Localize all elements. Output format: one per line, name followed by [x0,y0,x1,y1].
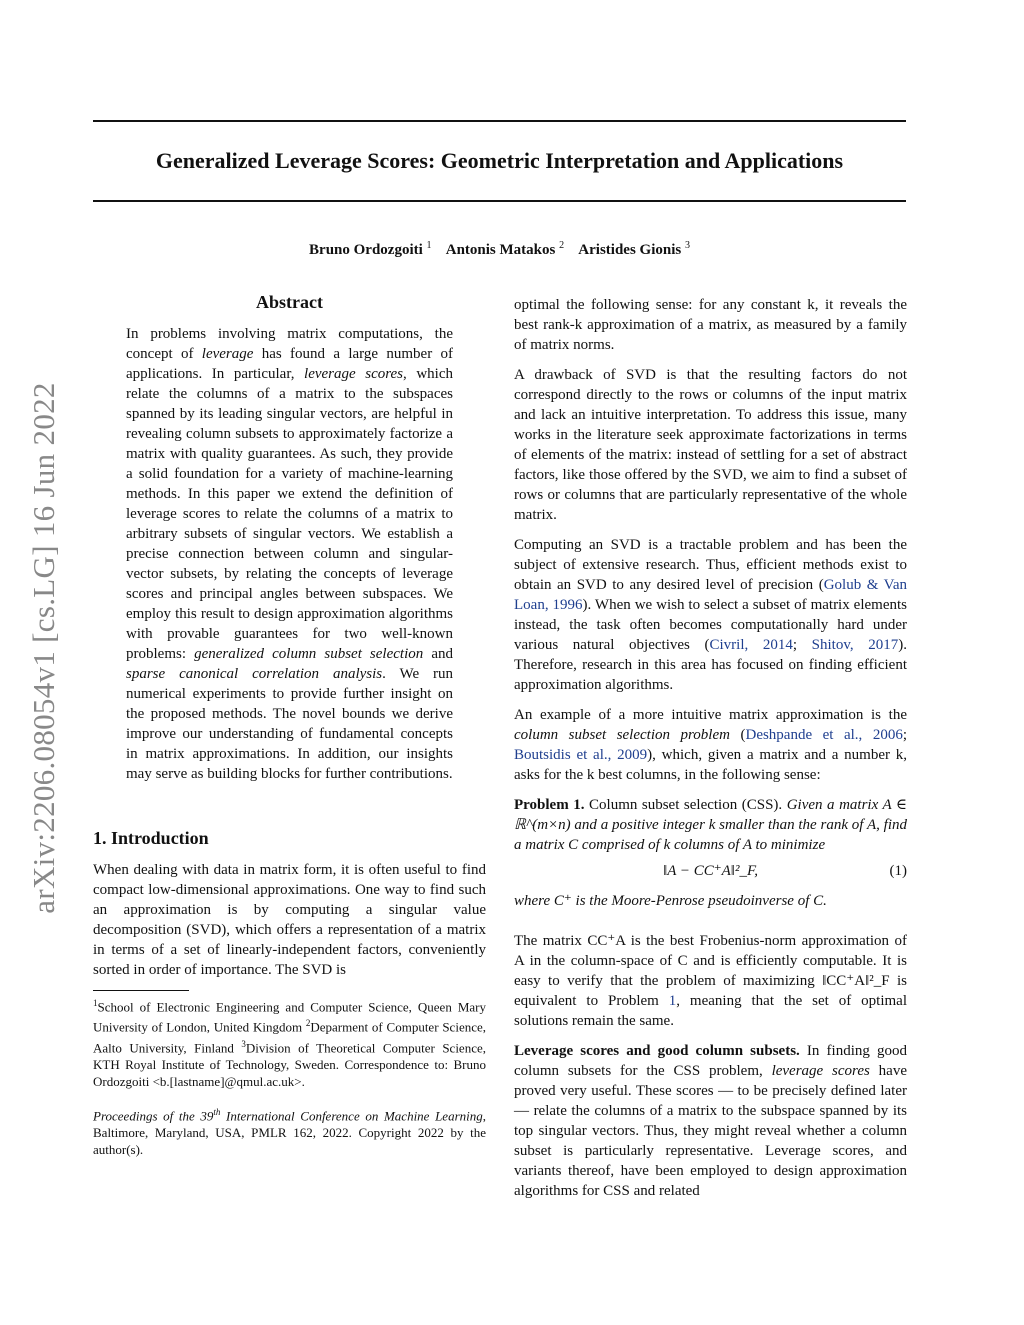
equation-body: ‖A − CC⁺A‖²_F, [662,863,758,879]
author-name: Bruno Ordozgoiti [309,242,423,258]
author-name: Aristides Gionis [578,242,682,258]
abstract-text: In problems involving matrix computations, the concept of leverage has found a large number of applications. In particular, leverage scores, which relate the columns of a matrix to the subspaces spanned by its leading singular vectors, are helpful in revealing column subsets to approximately factorize a matrix with quality guarantees. As such, they provide a solid foundation for a variety of machine-learning methods. In this paper we extend the definition of leverage scores to relate the columns of a matrix to arbitrary subsets of singular vectors. We establish a precise connection between column and singular-vector subsets, by relating the concepts of leverage scores and principal angles between subspaces. We employ this result to design approximation algorithms with provable guarantees for two well-known problems: generalized column subset selection and sparse canonical correlation analysis. We run numerical experiments to provide further insight on the proposed methods. The novel bounds we derive improve our understanding of fundamental concepts in matrix approximations. In addition, our insights may serve as building blocks for further contributions. [126,326,454,782]
citation-link[interactable]: Golub & Van Loan, 1996 [514,577,907,613]
tractable-paragraph: Computing an SVD is a tractable problem and has been the subject of extensive research. Thus, efficient methods exist to obtain an SVD to any desired level of precision (Golub & Van Loan, 1996). When we wish to select a subset of matrix elements instead, the task often becomes computationally hard under various natural objectives (Civril, 2014; Shitov, 2017). Therefore, research in this area has focused on finding efficient approximation algorithms. [514,537,907,693]
section-heading-introduction: 1. Introduction [93,828,209,848]
title-top-rule [93,120,906,122]
affiliation-footnote: $^1$School of Electronic Engineering and Computer Science, Queen Mary University of London, United Kingdom $^2$Deparment of Computer Science, Aalto University, Finland $^3$Division of Theoretical Computer Science, KTH Royal Institute of Technology, Sweden. Correspondence to: Bruno Ordozgoiti <b.[lastname]@qmul.ac.uk>. [93,998,486,1089]
paper-title: Generalized Leverage Scores: Geometric Interpretation and Applications [155,148,844,173]
citation-link[interactable]: Boutsidis et al., 2009 [514,747,648,763]
problem-reference-link[interactable]: 1 [668,993,677,1009]
abstract-heading: Abstract [256,292,323,312]
leverage-paragraph: Leverage scores and good column subsets. In finding good column subsets for the CSS problem, leverage scores have proved very useful. These scores — to be precisely defined later — relate the columns of a matrix to the subspace spanned by its top singular vectors. Thus, they might reveal whether a column subset is particularly representative. Leverage scores, and variants thereof, have been employed to design approximation algorithms for CSS and related [514,1043,907,1199]
citation-link[interactable]: Civril, 2014 [709,637,793,653]
citation-link[interactable]: Shitov, 2017 [811,637,899,653]
frobenius-paragraph: The matrix CC⁺A is the best Frobenius-norm approximation of A in the column-space of C and is efficiently computable. It is easy to verify that the problem of maximizing ‖CC⁺A‖²_F is equivalent to Problem 1, meaning that the set of optimal solutions remain the same. [514,933,907,1029]
svd-paragraph: optimal the following sense: for any constant k, it reveals the best rank-k approximation of a matrix, as measured by a family of matrix norms. [514,297,907,353]
author-name: Antonis Matakos [445,242,556,258]
footnote-rule [93,990,189,991]
css-example-paragraph: An example of a more intuitive matrix approximation is the column subset selection problem (Deshpande et al., 2006; Boutsidis et al., 2009), which, given a matrix and a number k, asks for the k best columns, in the following sense: [514,707,907,783]
left-column [93,290,486,1172]
author-affiliation-mark: 2 [559,240,565,251]
title-bottom-rule [93,200,906,202]
proceedings-footnote: Proceedings of the 39th International Conference on Machine Learning, Baltimore, Maryland, USA, PMLR 162, 2022. Copyright 2022 by the author(s). [93,1106,486,1158]
intro-paragraph: When dealing with data in matrix form, it is often useful to find compact low-dimensional approximations. One way to find such an approximation is by computing a singular value decomposition (SVD), which offers a representation of a matrix in terms of a set of linearly-independent factors, conveniently sorted in order of importance. The SVD is [93,862,486,978]
drawback-paragraph: A drawback of SVD is that the resulting factors do not correspond directly to the rows or columns of the input matrix and lack an intuitive interpretation. To address this issue, many works in the literature seek approximate factorizations in terms of elements of the matrix: instead of settling for a set of abstract factors, like those offered by the SVD, we aim to find a subset of rows or columns that are particularly representative of the whole matrix. [514,367,907,523]
author-affiliation-mark: 3 [684,240,690,251]
equation-1 [514,859,907,883]
equation-note: where C⁺ is the Moore-Penrose pseudoinverse of C. [514,893,827,909]
equation-number: (1) [889,863,907,879]
problem-statement: Problem 1. Column subset selection (CSS). Given a matrix A ∈ ℝ^(m×n) and a positive integer k smaller than the rank of A, find a matrix C comprised of k columns of A to minimize [514,797,907,853]
author-affiliation-mark: 1 [426,240,432,251]
author-list [93,236,906,260]
citation-link[interactable]: Deshpande et al., 2006 [745,727,903,743]
arxiv-id: arXiv:2206.08054v1 [cs.LG] 16 Jun 2022 [26,382,61,914]
right-column [514,295,907,1211]
